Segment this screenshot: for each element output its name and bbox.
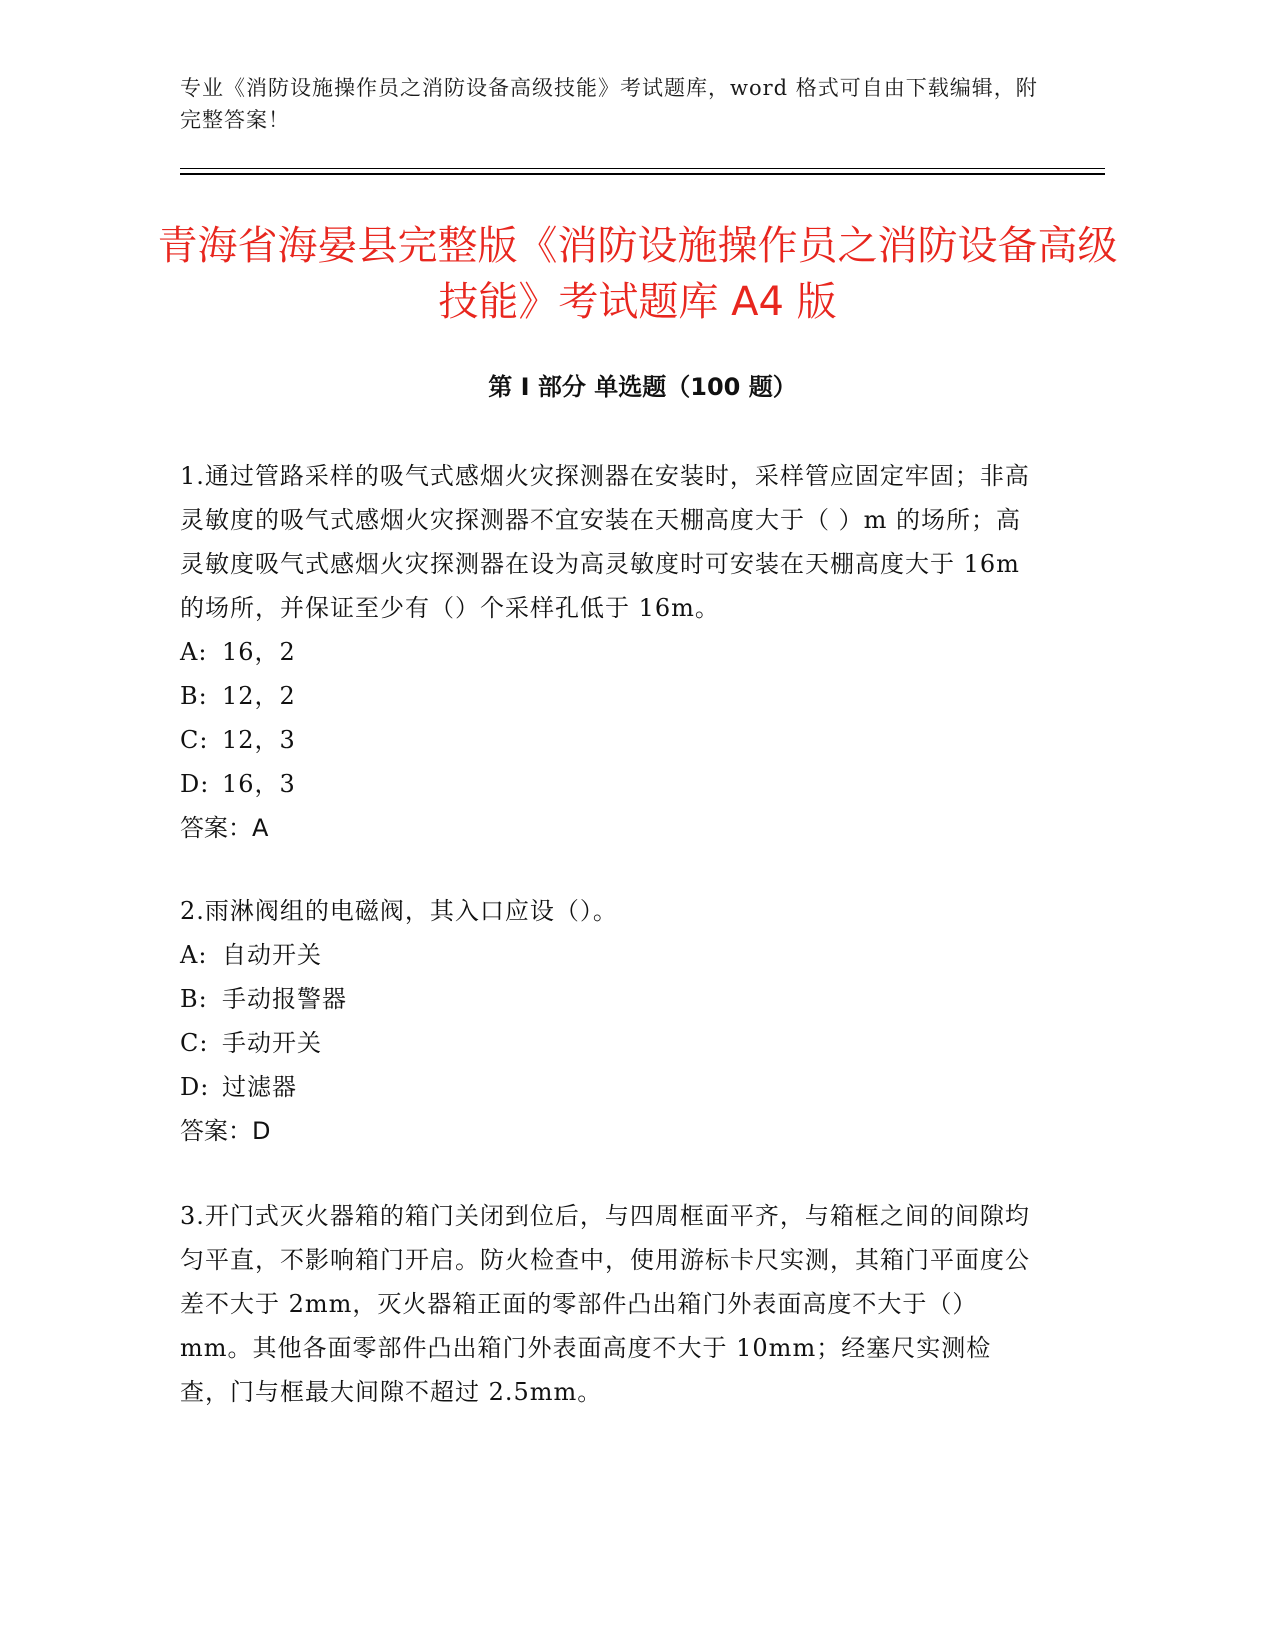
option-letter: B:: [180, 682, 208, 710]
option-a: [180, 933, 1040, 977]
option-list: [180, 933, 1040, 1109]
answer-line: [180, 806, 1040, 850]
option-letter: D:: [180, 1073, 210, 1101]
answer-value: A: [252, 814, 269, 842]
answer-label: 答案：: [180, 1117, 252, 1145]
option-b: [180, 674, 1040, 718]
question-2: [180, 889, 1040, 1153]
option-letter: B:: [180, 985, 208, 1013]
option-d: [180, 762, 1040, 806]
question-stem: 3.开门式灭火器箱的箱门关闭到位后，与四周框面平齐，与箱框之间的间隙均匀平直，不影响箱门开启。防火检查中，使用游标卡尺实测，其箱门平面度公差不大于 2mm，灭火器箱正面的零部件凸出箱门外表面高度不大于（）mm。其他各面零部件凸出箱门外表面高度不大于 10mm；经塞尺实测检查，门与框最大间隙不超过 2.5mm。: [180, 1202, 1030, 1406]
option-letter: A:: [180, 638, 208, 666]
option-letter: C:: [180, 1029, 209, 1057]
option-a: [180, 630, 1040, 674]
option-c: [180, 718, 1040, 762]
option-text: 手动开关: [222, 1029, 322, 1057]
question-stem: 1.通过管路采样的吸气式感烟火灾探测器在安装时，采样管应固定牢固；非高灵敏度的吸气式感烟火灾探测器不宜安装在天棚高度大于（ ）m 的场所；高灵敏度吸气式感烟火灾探测器在设为高灵敏度时可安装在天棚高度大于 16m 的场所，并保证至少有（）个采样孔低于 16m。: [180, 462, 1030, 622]
section-title: 第 I 部分 单选题（100 题）: [488, 373, 797, 401]
option-text: 12，2: [222, 682, 296, 710]
option-list: [180, 630, 1040, 806]
option-text: 过滤器: [222, 1073, 297, 1101]
header-note: 专业《消防设施操作员之消防设备高级技能》考试题库，word 格式可自由下载编辑，附完整答案！: [180, 76, 1038, 132]
option-text: 16，3: [222, 770, 296, 798]
header-divider-thick: [180, 173, 1105, 175]
option-letter: D:: [180, 770, 210, 798]
question-1: [180, 454, 1040, 850]
option-text: 16，2: [222, 638, 296, 666]
answer-label: 答案：: [180, 814, 252, 842]
question-3: [180, 1194, 1040, 1414]
answer-line: [180, 1109, 1040, 1153]
option-b: [180, 977, 1040, 1021]
answer-value: D: [252, 1117, 271, 1145]
option-text: 12，3: [222, 726, 296, 754]
document-title: 青海省海晏县完整版《消防设施操作员之消防设备高级技能》考试题库 A4 版: [157, 223, 1118, 325]
option-text: 手动报警器: [222, 985, 347, 1013]
option-d: [180, 1065, 1040, 1109]
question-stem: 2.雨淋阀组的电磁阀，其入口应设（）。: [180, 897, 618, 925]
option-text: 自动开关: [222, 941, 322, 969]
option-letter: A:: [180, 941, 208, 969]
option-letter: C:: [180, 726, 209, 754]
option-c: [180, 1021, 1040, 1065]
header-divider-thin: [180, 168, 1105, 169]
